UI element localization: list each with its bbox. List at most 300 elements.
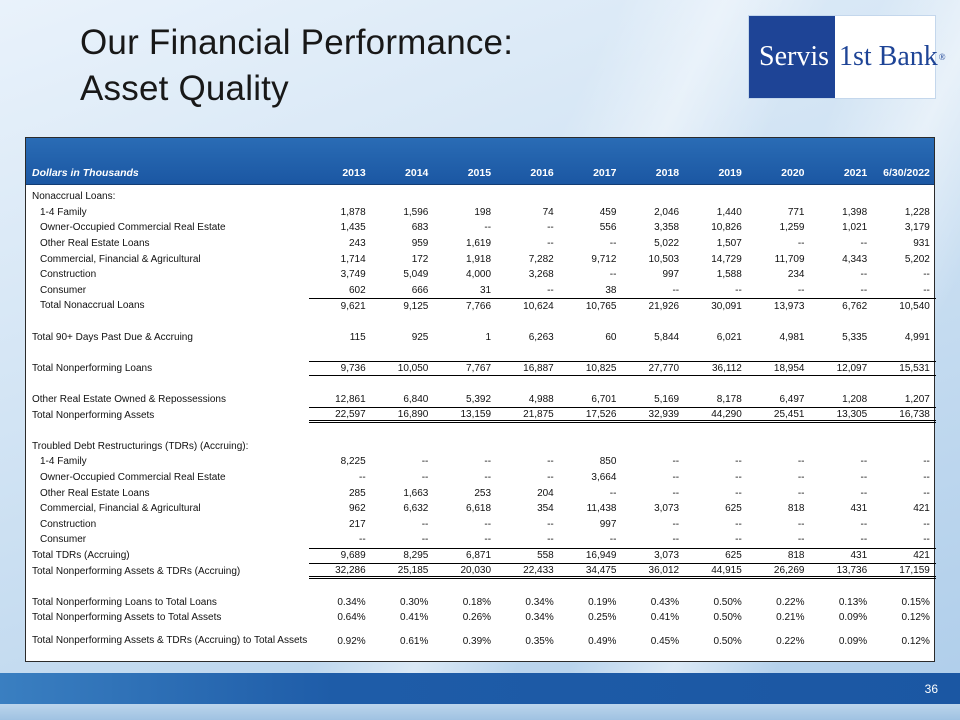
value-cell: 253 xyxy=(474,487,492,499)
row-label: Total Nonperforming Assets to Total Assets xyxy=(32,612,222,624)
value-cell: -- xyxy=(923,269,930,281)
value-cell: 11,438 xyxy=(586,503,617,515)
value-cell: 9,621 xyxy=(340,300,366,312)
value-cell: 12,861 xyxy=(335,394,366,406)
row-label: Troubled Debt Restructurings (TDRs) (Accruing): xyxy=(32,440,249,452)
value-cell: -- xyxy=(672,456,680,468)
value-cell: -- xyxy=(484,534,492,546)
value-cell: 0.12% xyxy=(901,612,930,624)
value-cell: 0.09% xyxy=(838,635,868,647)
value-cell: 1,208 xyxy=(842,394,868,406)
table-header-columns xyxy=(309,167,936,179)
value-cell: 6,497 xyxy=(779,394,805,406)
value-cell: -- xyxy=(860,534,868,546)
value-cell: 0.15% xyxy=(901,596,930,608)
value-cell: 0.50% xyxy=(713,612,742,624)
value-cell: 5,202 xyxy=(904,253,930,265)
value-cell: 30,091 xyxy=(711,300,742,312)
value-cell: 771 xyxy=(787,206,805,218)
asset-quality-table xyxy=(25,137,935,662)
value-cell: 34,475 xyxy=(585,564,617,576)
value-cell: 421 xyxy=(913,503,930,515)
value-cell: 38 xyxy=(605,284,617,296)
value-cell: 1,619 xyxy=(466,238,492,250)
row-label: Other Real Estate Loans xyxy=(40,238,150,250)
value-cell: 6,632 xyxy=(403,503,429,515)
value-cell: -- xyxy=(547,471,554,483)
value-cell: 21,926 xyxy=(648,300,680,312)
value-cell: -- xyxy=(923,456,930,468)
row-label: 1-4 Family xyxy=(40,456,87,468)
value-cell: -- xyxy=(609,269,617,281)
value-cell: 1,714 xyxy=(340,253,366,265)
value-cell: 0.34% xyxy=(525,596,554,608)
row-label: Total 90+ Days Past Due & Accruing xyxy=(32,331,193,343)
row-label: 1-4 Family xyxy=(40,206,87,218)
value-cell: -- xyxy=(484,518,492,530)
value-cell: 459 xyxy=(599,206,617,218)
row-label: Total Nonperforming Loans xyxy=(32,362,153,374)
value-cell: -- xyxy=(797,487,805,499)
value-cell: 1,021 xyxy=(842,222,868,234)
value-cell: 5,392 xyxy=(466,394,492,406)
value-cell: 0.34% xyxy=(525,612,554,624)
row-label: Total Nonperforming Loans to Total Loans xyxy=(32,596,217,608)
row-label: Consumer xyxy=(40,284,87,296)
value-cell: 0.18% xyxy=(462,596,492,608)
row-label: Construction xyxy=(40,518,97,530)
value-cell: -- xyxy=(860,518,868,530)
value-cell: 962 xyxy=(349,503,366,515)
value-cell: 0.12% xyxy=(901,635,930,647)
value-cell: 4,000 xyxy=(466,269,492,281)
row-values xyxy=(309,626,936,657)
value-cell: -- xyxy=(672,284,680,296)
table-row xyxy=(26,516,934,532)
value-cell: 10,765 xyxy=(585,300,617,312)
value-cell: 3,073 xyxy=(654,503,680,515)
value-cell: 8,295 xyxy=(403,550,429,562)
value-cell: 1,398 xyxy=(842,206,868,218)
value-cell: 0.43% xyxy=(650,596,680,608)
table-row xyxy=(26,626,934,657)
value-cell: 10,540 xyxy=(899,300,930,312)
value-cell: -- xyxy=(860,456,868,468)
table-row xyxy=(26,548,934,564)
value-cell: 198 xyxy=(474,206,492,218)
value-cell: 15,531 xyxy=(899,362,930,374)
table-row xyxy=(26,205,934,221)
table-row xyxy=(26,454,934,470)
table-row xyxy=(26,283,934,299)
value-cell: 0.35% xyxy=(525,635,554,647)
value-cell: -- xyxy=(359,471,366,483)
value-cell: 32,286 xyxy=(335,564,366,576)
table-row xyxy=(26,220,934,236)
value-cell: 12,097 xyxy=(836,362,868,374)
value-cell: 3,664 xyxy=(591,471,617,483)
value-cell: 0.50% xyxy=(713,596,742,608)
value-cell: 6,762 xyxy=(842,300,868,312)
value-cell: 683 xyxy=(411,222,429,234)
value-cell: 36,012 xyxy=(648,564,680,576)
value-cell: 8,178 xyxy=(716,394,742,406)
value-cell: 22,597 xyxy=(335,408,366,420)
value-cell: 243 xyxy=(349,238,366,250)
table-row xyxy=(26,501,934,517)
value-cell: 9,712 xyxy=(591,253,617,265)
value-cell: 5,844 xyxy=(654,331,680,343)
bank-logo-servis: Servis xyxy=(749,16,835,98)
value-cell: -- xyxy=(547,456,554,468)
value-cell: 0.30% xyxy=(400,596,429,608)
value-cell: 0.22% xyxy=(776,596,805,608)
value-cell: 354 xyxy=(537,503,554,515)
row-label: Total TDRs (Accruing) xyxy=(32,549,130,561)
value-cell: -- xyxy=(797,456,805,468)
value-cell: -- xyxy=(547,238,554,250)
value-cell: 625 xyxy=(725,503,742,515)
row-values xyxy=(309,594,936,610)
value-cell: 1,596 xyxy=(403,206,429,218)
value-cell: -- xyxy=(860,487,868,499)
row-values xyxy=(309,361,936,377)
value-cell: -- xyxy=(547,518,554,530)
value-cell: -- xyxy=(735,284,742,296)
value-cell: 4,343 xyxy=(842,253,868,265)
value-cell: -- xyxy=(547,284,554,296)
row-label: Commercial, Financial & Agricultural xyxy=(40,253,201,265)
column-header: 2014 xyxy=(405,167,429,179)
value-cell: -- xyxy=(923,284,930,296)
value-cell: 0.13% xyxy=(838,596,868,608)
value-cell: 818 xyxy=(787,503,805,515)
value-cell: 9,736 xyxy=(340,362,366,374)
value-cell: 5,049 xyxy=(403,269,429,281)
bank-logo-firstbank xyxy=(835,16,946,98)
column-header: 2013 xyxy=(342,167,366,179)
value-cell: -- xyxy=(797,284,805,296)
value-cell: 3,073 xyxy=(654,550,680,562)
table-row xyxy=(26,189,934,205)
table-row xyxy=(26,610,934,626)
value-cell: 14,729 xyxy=(711,253,742,265)
value-cell: -- xyxy=(735,487,742,499)
value-cell: 0.25% xyxy=(588,612,617,624)
value-cell: 4,991 xyxy=(904,331,930,343)
value-cell: 172 xyxy=(411,253,429,265)
value-cell: -- xyxy=(797,518,805,530)
value-cell: 22,433 xyxy=(523,564,554,576)
column-header: 2019 xyxy=(718,167,742,179)
value-cell: 74 xyxy=(542,206,554,218)
page-title xyxy=(80,20,720,111)
value-cell: 13,159 xyxy=(460,408,492,420)
value-cell: 1,507 xyxy=(716,238,742,250)
value-cell: 0.39% xyxy=(462,635,492,647)
value-cell: -- xyxy=(547,534,554,546)
value-cell: 3,179 xyxy=(904,222,930,234)
value-cell: 32,939 xyxy=(648,408,680,420)
value-cell: 20,030 xyxy=(460,564,492,576)
row-values xyxy=(309,454,936,470)
value-cell: 5,169 xyxy=(654,394,680,406)
value-cell: 16,738 xyxy=(899,408,930,420)
table-row xyxy=(26,251,934,267)
value-cell: 5,022 xyxy=(654,238,680,250)
value-cell: 6,840 xyxy=(403,394,429,406)
value-cell: 0.61% xyxy=(400,635,429,647)
value-cell: 602 xyxy=(349,284,366,296)
row-values xyxy=(309,236,936,252)
value-cell: 18,954 xyxy=(773,362,805,374)
value-cell: -- xyxy=(923,471,930,483)
table-row xyxy=(26,236,934,252)
value-cell: -- xyxy=(672,487,680,499)
value-cell: 9,689 xyxy=(340,550,366,562)
value-cell: 1,259 xyxy=(779,222,805,234)
value-cell: 997 xyxy=(662,269,680,281)
value-cell: 666 xyxy=(411,284,429,296)
value-cell: 10,050 xyxy=(397,362,429,374)
value-cell: -- xyxy=(484,456,492,468)
value-cell: 558 xyxy=(537,550,554,562)
value-cell: 4,988 xyxy=(528,394,554,406)
value-cell: -- xyxy=(484,471,492,483)
row-values xyxy=(309,298,936,314)
value-cell: 0.64% xyxy=(337,612,366,624)
value-cell: 31 xyxy=(479,284,492,296)
row-label: Other Real Estate Owned & Repossessions xyxy=(32,394,226,406)
column-header: 2016 xyxy=(530,167,554,179)
row-values xyxy=(309,329,936,345)
value-cell: 0.41% xyxy=(650,612,680,624)
table-row xyxy=(26,329,934,345)
value-cell: 997 xyxy=(599,518,617,530)
value-cell: -- xyxy=(609,238,617,250)
value-cell: 6,618 xyxy=(466,503,492,515)
value-cell: 10,503 xyxy=(648,253,680,265)
value-cell: 7,282 xyxy=(528,253,554,265)
value-cell: 0.50% xyxy=(713,635,742,647)
footer-bar xyxy=(0,673,960,704)
row-values xyxy=(309,407,936,423)
table-body xyxy=(26,185,934,661)
value-cell: 9,125 xyxy=(403,300,429,312)
column-header: 2021 xyxy=(843,167,868,179)
table-header-label: Dollars in Thousands xyxy=(32,167,139,179)
page-title-line2: Asset Quality xyxy=(80,68,289,108)
bank-logo-firstbank-text: 1st Bank xyxy=(839,41,938,72)
page-title-line1: Our Financial Performance: xyxy=(80,23,514,62)
value-cell: 0.21% xyxy=(776,612,805,624)
value-cell: 217 xyxy=(349,518,366,530)
row-values xyxy=(309,189,936,205)
value-cell: -- xyxy=(735,518,742,530)
row-label: Consumer xyxy=(40,534,87,546)
value-cell: -- xyxy=(421,471,429,483)
column-header: 6/30/2022 xyxy=(883,167,930,179)
value-cell: -- xyxy=(609,487,617,499)
value-cell: 6,701 xyxy=(591,394,617,406)
column-header: 2015 xyxy=(467,167,492,179)
value-cell: -- xyxy=(797,238,805,250)
value-cell: 1,440 xyxy=(716,206,742,218)
value-cell: 7,766 xyxy=(466,300,492,312)
value-cell: -- xyxy=(735,456,742,468)
table-spacer-row xyxy=(26,345,934,361)
table-row xyxy=(26,439,934,455)
value-cell: -- xyxy=(735,471,742,483)
value-cell: 1,207 xyxy=(904,394,930,406)
row-label: Total Nonperforming Assets & TDRs (Accruing) xyxy=(32,565,241,577)
value-cell: 6,871 xyxy=(466,550,492,562)
value-cell: 234 xyxy=(787,269,805,281)
row-values xyxy=(309,392,936,408)
value-cell: 44,915 xyxy=(711,564,742,576)
row-values xyxy=(309,220,936,236)
value-cell: 431 xyxy=(850,550,868,562)
row-values xyxy=(309,251,936,267)
row-values xyxy=(309,439,936,455)
value-cell: 11,709 xyxy=(774,253,805,265)
value-cell: 16,949 xyxy=(585,550,617,562)
value-cell: 7,767 xyxy=(466,362,492,374)
row-values xyxy=(309,283,936,299)
row-values xyxy=(309,610,936,626)
value-cell: 16,887 xyxy=(523,362,554,374)
value-cell: 4,981 xyxy=(779,331,805,343)
value-cell: -- xyxy=(421,534,429,546)
table-row xyxy=(26,361,934,377)
value-cell: 25,451 xyxy=(773,408,805,420)
value-cell: 931 xyxy=(913,238,930,250)
row-label: Nonaccrual Loans: xyxy=(32,191,116,203)
registered-mark: ® xyxy=(938,52,946,62)
value-cell: -- xyxy=(860,284,868,296)
value-cell: 1,588 xyxy=(716,269,742,281)
value-cell: -- xyxy=(672,518,680,530)
value-cell: 818 xyxy=(787,550,805,562)
value-cell: 60 xyxy=(605,331,617,343)
value-cell: 0.09% xyxy=(838,612,868,624)
value-cell: 1,918 xyxy=(466,253,492,265)
value-cell: 1,228 xyxy=(904,206,930,218)
value-cell: 2,046 xyxy=(654,206,680,218)
table-row xyxy=(26,267,934,283)
value-cell: 0.26% xyxy=(462,612,492,624)
value-cell: 6,021 xyxy=(716,331,742,343)
table-spacer-row xyxy=(26,314,934,330)
column-header: 2020 xyxy=(781,167,805,179)
row-values xyxy=(309,205,936,221)
value-cell: -- xyxy=(672,471,680,483)
value-cell: 0.19% xyxy=(588,596,617,608)
value-cell: 13,305 xyxy=(836,408,868,420)
value-cell: 16,890 xyxy=(397,408,429,420)
value-cell: 17,526 xyxy=(585,408,617,420)
value-cell: 21,875 xyxy=(523,408,554,420)
value-cell: 204 xyxy=(537,487,554,499)
row-label: Owner-Occupied Commercial Real Estate xyxy=(40,471,226,483)
value-cell: -- xyxy=(547,222,554,234)
value-cell: -- xyxy=(860,471,868,483)
value-cell: 10,624 xyxy=(523,300,554,312)
value-cell: 25,185 xyxy=(397,564,429,576)
value-cell: 0.92% xyxy=(337,635,366,647)
row-label: Total Nonperforming Assets & TDRs (Accruing) to Total Assets xyxy=(32,635,308,647)
value-cell: -- xyxy=(484,222,492,234)
table-spacer-row xyxy=(26,423,934,439)
value-cell: -- xyxy=(672,534,680,546)
value-cell: 10,826 xyxy=(711,222,742,234)
row-values xyxy=(309,267,936,283)
row-label: Commercial, Financial & Agricultural xyxy=(40,503,201,515)
value-cell: -- xyxy=(860,238,868,250)
value-cell: 0.34% xyxy=(337,596,366,608)
value-cell: 285 xyxy=(349,487,366,499)
value-cell: -- xyxy=(421,456,429,468)
value-cell: -- xyxy=(923,518,930,530)
value-cell: 1,663 xyxy=(403,487,429,499)
column-header: 2018 xyxy=(655,167,680,179)
value-cell: -- xyxy=(923,534,930,546)
table-row xyxy=(26,298,934,314)
table-spacer-row xyxy=(26,376,934,392)
table-row xyxy=(26,594,934,610)
value-cell: 17,159 xyxy=(899,564,930,576)
value-cell: -- xyxy=(797,471,805,483)
value-cell: 26,269 xyxy=(773,564,805,576)
row-label: Total Nonperforming Assets xyxy=(32,409,155,421)
value-cell: 36,112 xyxy=(711,362,742,374)
value-cell: 959 xyxy=(411,238,429,250)
value-cell: -- xyxy=(923,487,930,499)
row-label: Total Nonaccrual Loans xyxy=(40,300,145,312)
value-cell: -- xyxy=(359,534,366,546)
row-values xyxy=(309,485,936,501)
row-values xyxy=(309,501,936,517)
value-cell: 6,263 xyxy=(528,331,554,343)
table-row xyxy=(26,563,934,579)
value-cell: 421 xyxy=(913,550,930,562)
value-cell: 1,878 xyxy=(340,206,366,218)
value-cell: 13,736 xyxy=(836,564,868,576)
value-cell: 0.41% xyxy=(400,612,429,624)
value-cell: 3,749 xyxy=(340,269,366,281)
value-cell: -- xyxy=(609,534,617,546)
table-row xyxy=(26,392,934,408)
row-label: Construction xyxy=(40,269,97,281)
bank-logo xyxy=(748,15,946,99)
value-cell: 8,225 xyxy=(340,456,366,468)
table-spacer-row xyxy=(26,579,934,595)
row-label: Other Real Estate Loans xyxy=(40,487,150,499)
value-cell: 625 xyxy=(725,550,742,562)
value-cell: -- xyxy=(860,269,868,281)
value-cell: 925 xyxy=(411,331,429,343)
value-cell: 556 xyxy=(599,222,617,234)
value-cell: 0.22% xyxy=(776,635,805,647)
footer-strip xyxy=(0,704,960,720)
value-cell: 431 xyxy=(850,503,868,515)
row-values xyxy=(309,516,936,532)
value-cell: 10,825 xyxy=(585,362,617,374)
value-cell: 850 xyxy=(599,456,617,468)
value-cell: 1 xyxy=(485,331,492,343)
value-cell: -- xyxy=(421,518,429,530)
table-row xyxy=(26,485,934,501)
